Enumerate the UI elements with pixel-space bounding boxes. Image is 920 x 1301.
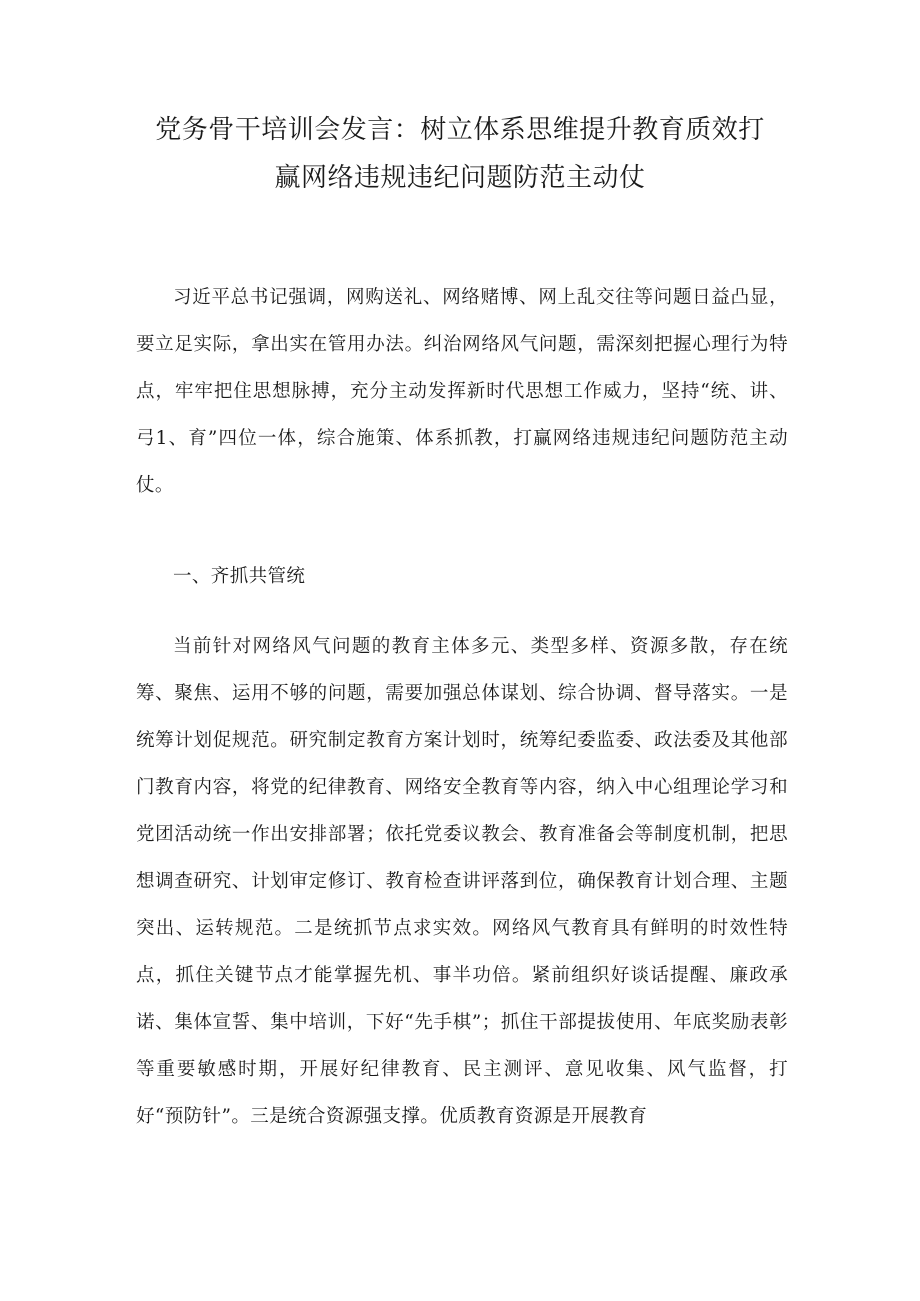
paragraph-intro: 习近平总书记强调，网购送礼、网络赌博、网上乱交往等问题日益凸显，要立足实际，拿出实在管用办法。纠治网络风气问题，需深刻把握心理行为特点，牢牢把住思想脉搏，充分主动发挥新时代思想工作威力，坚持“统、讲、弓1、育”四位一体，综合施策、体系抓教，打赢网络违规违纪问题防范主动仗。 <box>136 287 788 496</box>
section-heading-1: 一、齐抓共管统 <box>173 566 306 587</box>
title-line-1: 党务骨干培训会发言：树立体系思维提升教育质效打 <box>155 115 765 145</box>
document-title <box>120 106 800 202</box>
title-line-2: 赢网络违规违纪问题防范主动仗 <box>274 163 646 193</box>
paragraph-section-1: 当前针对网络风气问题的教育主体多元、类型多样、资源多散，存在统筹、聚焦、运用不够的问题，需要加强总体谋划、综合协调、督导落实。一是统筹计划促规范。研究制定教育方案计划时，统筹纪委监委、政法委及其他部门教育内容，将党的纪律教育、网络安全教育等内容，纳入中心组理论学习和党团活动统一作出安排部署；依托党委议教会、教育准备会等制度机制，把思想调查研究、计划审定修订、教育检查讲评落到位，确保教育计划合理、主题突出、运转规范。二是统抓节点求实效。网络风气教育具有鲜明的时效性特点，抓住关键节点才能掌握先机、事半功倍。紧前组织好谈话提醒、廉政承诺、集体宣誓、集中培训，下好“先手棋”；抓住干部提拔使用、年底奖励表彰等重要敏感时期，开展好纪律教育、民主测评、意见收集、风气监督，打好“预防针”。三是统合资源强支撑。优质教育资源是开展教育 <box>136 636 788 1127</box>
